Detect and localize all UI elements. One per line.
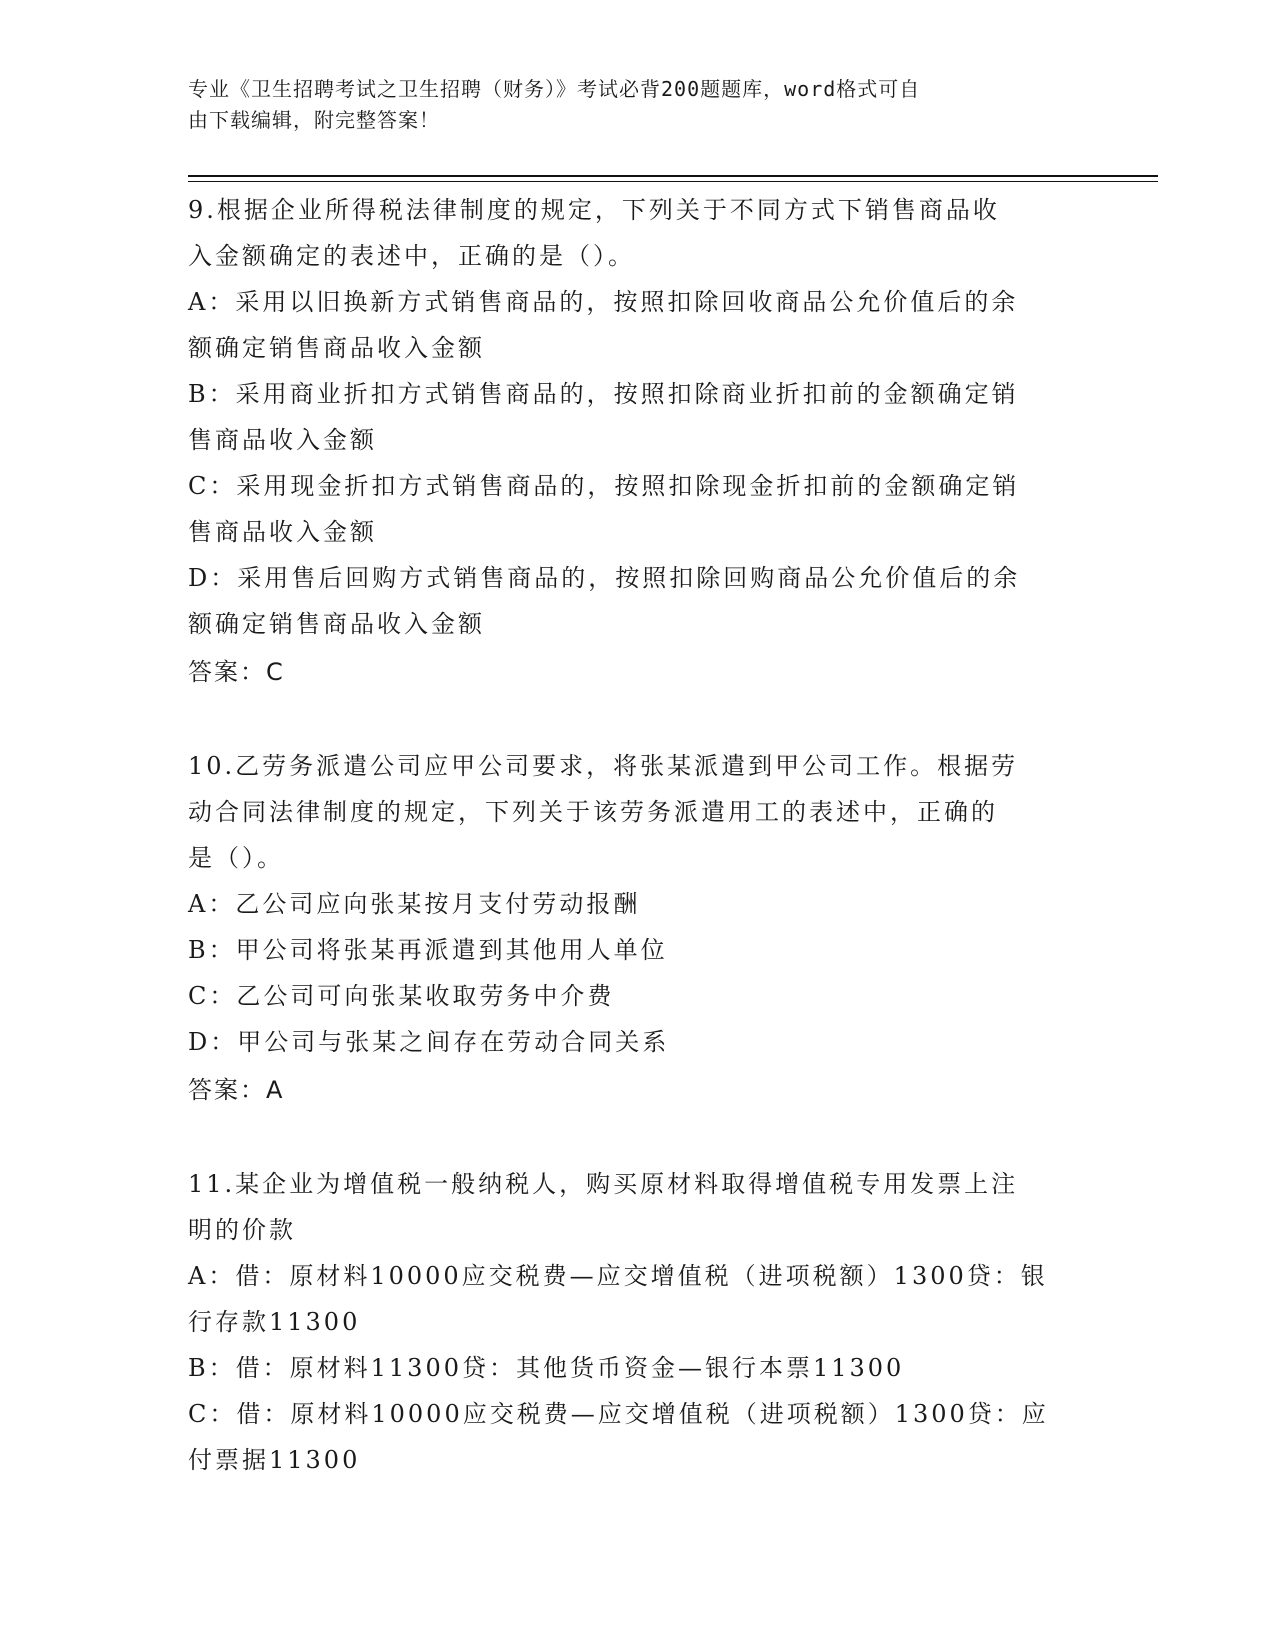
header-line-2: 由下载编辑，附完整答案！ — [188, 108, 440, 132]
option-d-line: D：采用售后回购方式销售商品的，按照扣除回购商品公允价值后的余 — [188, 564, 1021, 592]
option-a-line: 额确定销售商品收入金额 — [188, 334, 485, 362]
question-stem-line: 是（）。 — [188, 844, 284, 872]
option-c-line: C：乙公司可向张某收取劳务中介费 — [188, 982, 615, 1010]
question-stem-line: 动合同法律制度的规定，下列关于该劳务派遣用工的表述中，正确的 — [188, 798, 998, 826]
question-stem-line: 入金额确定的表述中，正确的是（）。 — [188, 242, 635, 270]
question-stem-line: 10.乙劳务派遣公司应甲公司要求，将张某派遣到甲公司工作。根据劳 — [188, 752, 1019, 780]
header-line-1: 专业《卫生招聘考试之卫生招聘（财务）》考试必背200题题库，word格式可自 — [188, 77, 921, 101]
question-10 — [188, 743, 1078, 1113]
question-9 — [188, 187, 1078, 695]
option-b-line: B：借：原材料11300贷：其他货币资金—银行本票11300 — [188, 1354, 905, 1382]
option-d-line: 额确定销售商品收入金额 — [188, 610, 485, 638]
answer-label: 答案：C — [188, 658, 285, 686]
option-a-line: A：采用以旧换新方式销售商品的，按照扣除回收商品公允价值后的余 — [188, 288, 1019, 316]
question-stem-line: 明的价款 — [188, 1216, 296, 1244]
document-header — [188, 74, 1088, 136]
header-divider-thin — [188, 181, 1158, 182]
option-b-line: B：甲公司将张某再派遣到其他用人单位 — [188, 936, 668, 964]
question-11 — [188, 1161, 1078, 1483]
question-stem-line: 11.某企业为增值税一般纳税人，购买原材料取得增值税专用发票上注 — [188, 1170, 1019, 1198]
option-c-line: C：借：原材料10000应交税费—应交增值税（进项税额）1300贷：应 — [188, 1400, 1049, 1428]
option-c-line: C：采用现金折扣方式销售商品的，按照扣除现金折扣前的金额确定销 — [188, 472, 1020, 500]
question-stem-line: 9.根据企业所得税法律制度的规定，下列关于不同方式下销售商品收 — [188, 196, 1000, 224]
question-list — [188, 187, 1078, 1531]
option-b-line: 售商品收入金额 — [188, 426, 377, 454]
option-a-line: 行存款11300 — [188, 1308, 361, 1336]
option-b-line: B：采用商业折扣方式销售商品的，按照扣除商业折扣前的金额确定销 — [188, 380, 1019, 408]
header-divider-thick — [188, 175, 1158, 177]
answer-label: 答案：A — [188, 1076, 285, 1104]
option-a-line: A：乙公司应向张某按月支付劳动报酬 — [188, 890, 641, 918]
option-c-line: 售商品收入金额 — [188, 518, 377, 546]
option-a-line: A：借：原材料10000应交税费—应交增值税（进项税额）1300贷：银 — [188, 1262, 1048, 1290]
option-c-line: 付票据11300 — [188, 1446, 361, 1474]
option-d-line: D：甲公司与张某之间存在劳动合同关系 — [188, 1028, 670, 1056]
